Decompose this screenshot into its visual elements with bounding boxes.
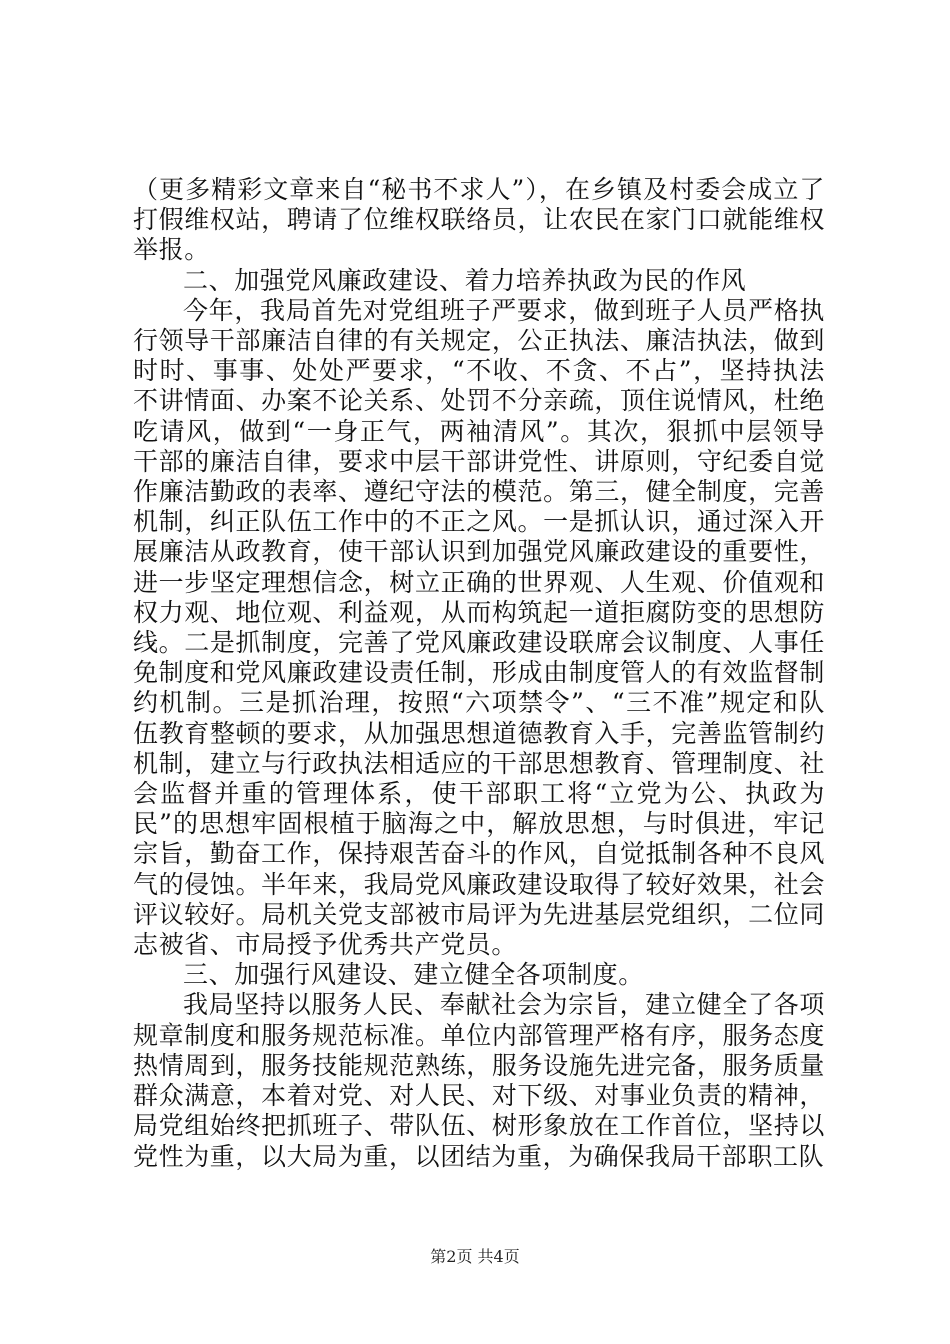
section-heading-2: 二、加强党风廉政建设、着力培养执政为民的作风: [183, 265, 747, 295]
page-footer: 第2页 共4页: [430, 1247, 520, 1266]
paragraph-party-conduct: 今年，我局首先对党组班子严要求，做到班子人员严格执行领导干部廉洁自律的有关规定，公正执法、廉洁执法，做到时时、事事、处处严要求，“不收、不贪、不占”，坚持执法不讲情面、办案不论关系、处罚不分亲疏，顶住说情风，杜绝吃请风，做到“一身正气，两袖清风”。其次，狠抓中层领导干部的廉洁自律，要求中层干部讲党性、讲原则，守纪委自觉作廉洁勤政的表率、遵纪守法的模范。第三，健全制度，完善机制，纠正队伍工作中的不正之风。一是抓认识，通过深入开展廉洁从政教育，使干部认识到加强党风廉政建设的重要性，进一步坚定理想信念，树立正确的世界观、人生观、价值观和权力观、地位观、利益观，从而构筑起一道拒腐防变的思想防线。二是抓制度，完善了党风廉政建设联席会议制度、人事任免制度和党风廉政建设责任制，形成由制度管人的有效监督制约机制。三是抓治理，按照“六项禁令”、“三不准”规定和队伍教育整顿的要求，从加强思想道德教育入手，完善监管制约机制，建立与行政执法相适应的干部思想教育、管理制度、社会监督并重的管理体系，使干部职工将“立党为公、执政为民”的思想牢固根植于脑海之中，解放思想，与时俱进，牢记宗旨，勤奋工作，保持艰苦奋斗的作风，自觉抵制各种不良风气的侵蚀。半年来，我局党风廉政建设取得了较好效果，社会评议较好。局机关党支部被市局评为先进基层党组织，二位同志被省、市局授予优秀共产党员。: [133, 295, 825, 960]
section-heading-3: 三、加强行风建设、建立健全各项制度。: [183, 960, 644, 990]
paragraph-continuation: （更多精彩文章来自“秘书不求人”），在乡镇及村委会成立了打假维权站，聘请了位维权联络员，让农民在家门口就能维权举报。: [133, 175, 825, 265]
body-text: [133, 175, 825, 1172]
paragraph-industry-conduct: 我局坚持以服务人民、奉献社会为宗旨，建立健全了各项规章制度和服务规范标准。单位内部管理严格有序，服务态度热情周到，服务技能规范熟练，服务设施先进完备，服务质量群众满意，本着对党、对人民、对下级、对事业负责的精神，局党组始终把抓班子、带队伍、树形象放在工作首位，坚持以党性为重，以大局为重，以团结为重，为确保我局干部职工队: [133, 990, 825, 1171]
